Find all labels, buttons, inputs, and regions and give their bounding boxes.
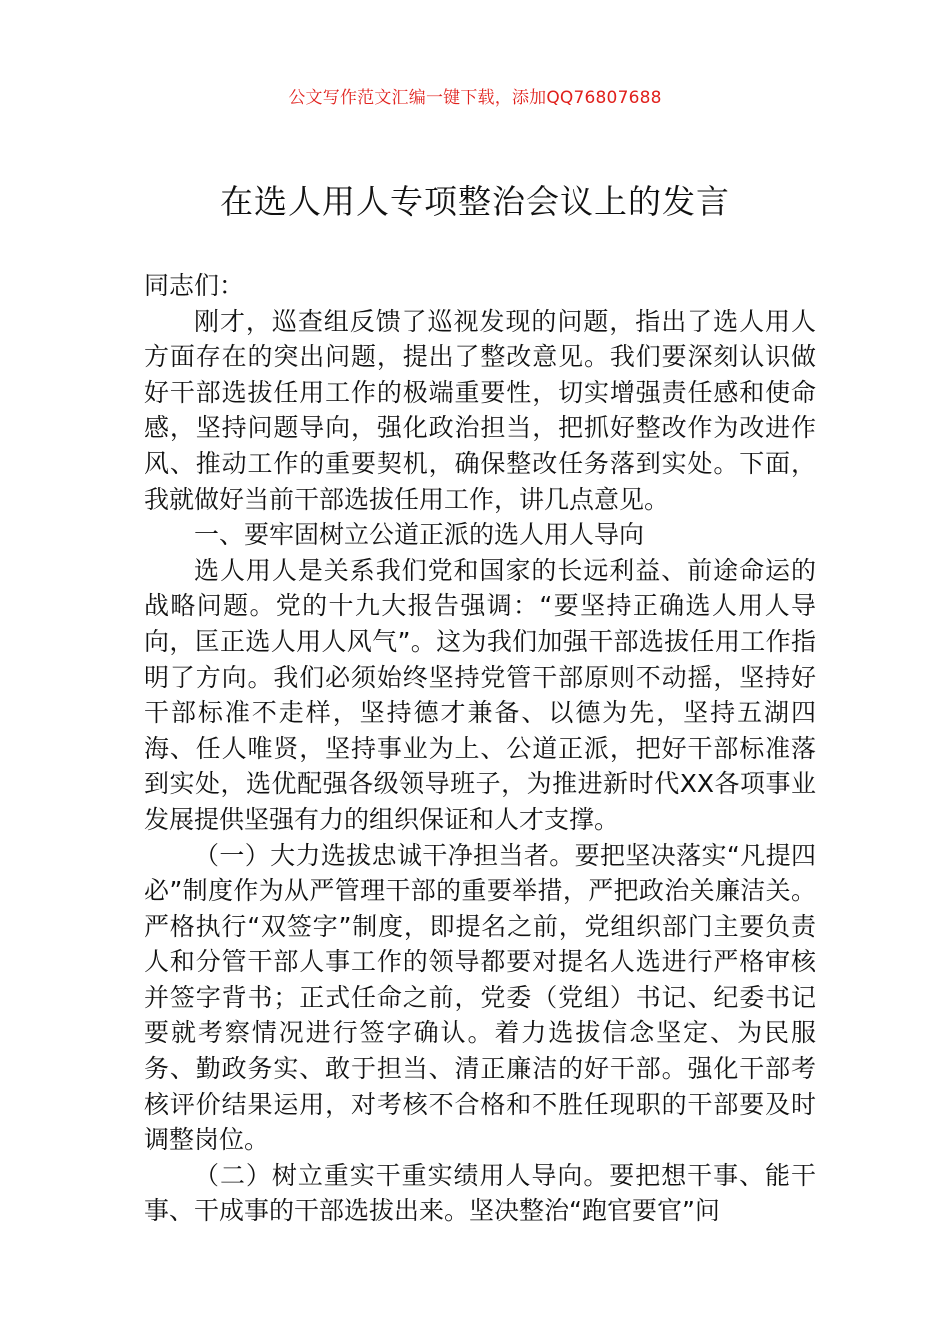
paragraph-point-1: （一）大力选拔忠诚干净担当者。要把坚决落实“凡提四必”制度作为从严管理干部的重要举措，严把政治关廉洁关。严格执行“双签字”制度，即提名之前，党组织部门主要负责人和分管干部人事工作的领导都要对提名人选进行严格审核并签字背书；正式任命之前，党委（党组）书记、纪委书记要就考察情况进行签字确认。着力选拔信念坚定、为民服务、勤政务实、敢于担当、清正廉洁的好干部。强化干部考核评价结果运用，对考核不合格和不胜任现职的干部要及时调整岗位。 (144, 840, 816, 1155)
salutation: 同志们： (144, 271, 245, 300)
paragraph-section-1: 选人用人是关系我们党和国家的长远利益、前途命运的战略问题。党的十九大报告强调：“要坚持正确选人用人导向，匡正选人用人风气”。这为我们加强干部选拔任用工作指明了方向。我们必须始终坚持党管干部原则不动摇，坚持好干部标准不走样，坚持德才兼备、以德为先，坚持五湖四海、任人唯贤，坚持事业为上、公道正派，把好干部标准落到实处，选优配强各级领导班子，为推进新时代XX各项事业发展提供坚强有力的组织保证和人才支撑。 (144, 555, 816, 834)
section-heading-1: 一、要牢固树立公道正派的选人用人导向 (194, 520, 645, 550)
document-body (144, 268, 816, 1229)
paragraph-point-2: （二）树立重实干重实绩用人导向。要把想干事、能干事、干成事的干部选拔出来。坚决整治“跑官要官”问 (144, 1160, 816, 1226)
header-promo-note: 公文写作范文汇编一键下载，添加QQ76807688 (288, 88, 662, 108)
document-title: 在选人用人专项整治会议上的发言 (220, 182, 730, 221)
paragraph-intro: 刚才，巡查组反馈了巡视发现的问题，指出了选人用人方面存在的突出问题，提出了整改意见。我们要深刻认识做好干部选拔任用工作的极端重要性，切实增强责任感和使命感，坚持问题导向，强化政治担当，把抓好整改作为改进作风、推动工作的重要契机，确保整改任务落到实处。下面，我就做好当前干部选拔任用工作，讲几点意见。 (144, 306, 816, 514)
